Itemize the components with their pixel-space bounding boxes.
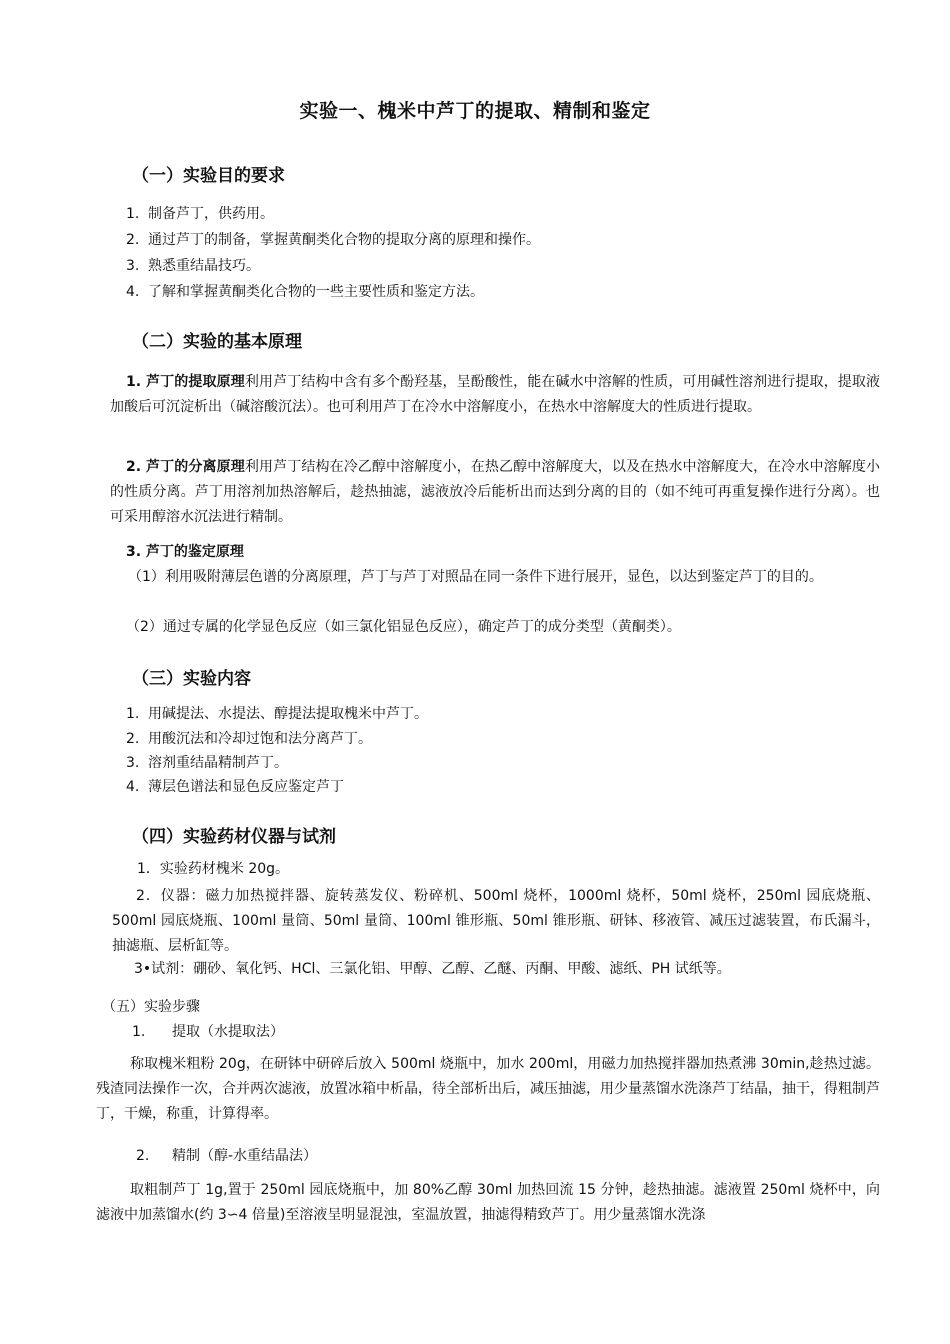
materials-instruments: 2．仪器：磁力加热搅拌器、旋转蒸发仪、粉碎机、500ml 烧杯，1000ml 烧杯，50ml 烧杯，250ml 园底烧瓶、500ml 园底烧瓶、100ml 量筒、50ml 量筒、100ml 锥形瓶、50ml 锥形瓶、研钵、移液管、减压过滤装置，布氏漏斗，抽滤瓶、层析缸等。 bbox=[112, 888, 880, 954]
section-5-heading: （五）实验步骤 bbox=[102, 999, 200, 1015]
step-1-text: 称取槐米粗粉 20g，在研钵中研碎后放入 500ml 烧瓶中，加水 200ml，用磁力加热搅拌器加热煮沸 30min,趁热过滤。残渣同法操作一次，合并两次滤液，放置冰箱中析晶，待全部析出后，减压抽滤，用少量蒸馏水洗涤芦丁结晶，抽干，得粗制芦丁，干燥，称重，计算得率。 bbox=[96, 1056, 880, 1122]
section-1-heading: （一）实验目的要求 bbox=[132, 166, 285, 186]
list-item: 4. 薄层色谱法和显色反应鉴定芦丁 bbox=[126, 779, 344, 795]
list-item: 1. 制备芦丁，供药用。 bbox=[126, 206, 274, 222]
list-item: 3. 熟悉重结晶技巧。 bbox=[126, 258, 260, 274]
step-2-text: 取粗制芦丁 1g,置于 250ml 园底烧瓶中，加 80%乙醇 30ml 加热回流 15 分钟，趁热抽滤。滤液置 250ml 烧杯中，向滤液中加蒸馏水(约 3∽4 倍量)至溶液呈明显混浊，室温放置，抽滤得精致芦丁。用少量蒸馏水洗涤 bbox=[96, 1182, 880, 1223]
step-1-heading: 1. 提取（水提取法） bbox=[132, 1024, 284, 1040]
list-item: 2. 用酸沉法和冷却过饱和法分离芦丁。 bbox=[126, 731, 372, 747]
list-item: 3. 溶剂重结晶精制芦丁。 bbox=[126, 755, 288, 771]
section-3-heading: （三）实验内容 bbox=[132, 669, 251, 689]
principle-extraction: 1. 芦丁的提取原理利用芦丁结构中含有多个酚羟基，呈酚酸性，能在碱水中溶解的性质，可用碱性溶剂进行提取，提取液加酸后可沉淀析出（碱溶酸沉法）。也可利用芦丁在冷水中溶解度小，在热水中溶解度大的性质进行提取。 bbox=[110, 374, 881, 415]
principle-identification-1: （1）利用吸附薄层色谱的分离原理，芦丁与芦丁对照品在同一条件下进行展开，显色，以达到鉴定芦丁的目的。 bbox=[128, 569, 823, 585]
principle-identification-label: 3. 芦丁的鉴定原理 bbox=[126, 544, 244, 560]
document-title: 实验一、槐米中芦丁的提取、精制和鉴定 bbox=[299, 100, 651, 122]
list-item: 1. 用碱提法、水提法、醇提法提取槐米中芦丁。 bbox=[126, 706, 428, 722]
section-2-heading: （二）实验的基本原理 bbox=[132, 332, 302, 352]
step-2-heading: 2. 精制（醇-水重结晶法） bbox=[136, 1148, 318, 1164]
principle-identification-2: （2）通过专属的化学显色反应（如三氯化铝显色反应），确定芦丁的成分类型（黄酮类）。 bbox=[126, 619, 681, 635]
list-item: 2. 通过芦丁的制备，掌握黄酮类化合物的提取分离的原理和操作。 bbox=[126, 232, 540, 248]
materials-reagents: 3•试剂：硼砂、氧化钙、HCl、三氯化铝、甲醇、乙醇、乙醚、丙酮、甲酸、滤纸、PH 试纸等。 bbox=[134, 961, 731, 977]
section-4-heading: （四）实验药材仪器与试剂 bbox=[132, 827, 336, 847]
list-item: 4. 了解和掌握黄酮类化合物的一些主要性质和鉴定方法。 bbox=[126, 284, 484, 300]
principle-separation: 2. 芦丁的分离原理利用芦丁结构在冷乙醇中溶解度小，在热乙醇中溶解度大，以及在热水中溶解度大，在冷水中溶解度小的性质分离。芦丁用溶剂加热溶解后，趁热抽滤，滤液放冷后能析出而达到分离的目的（如不纯可再重复操作进行分离）。也可采用醇溶水沉法进行精制。 bbox=[110, 459, 881, 525]
materials-herb: 1．实验药材槐米 20g。 bbox=[137, 861, 290, 877]
